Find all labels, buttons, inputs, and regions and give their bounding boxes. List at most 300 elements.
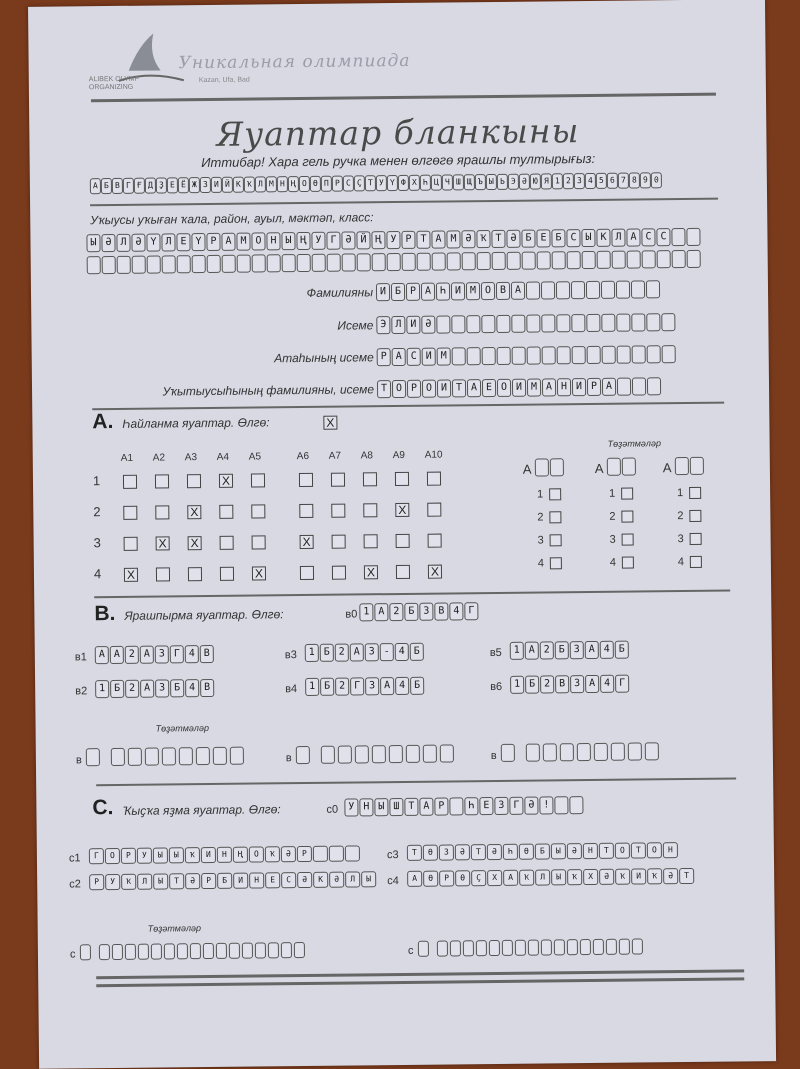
char-box[interactable]: Ҫ xyxy=(471,870,486,886)
char-box[interactable] xyxy=(162,255,176,273)
char-box[interactable]: Т xyxy=(599,843,614,859)
char-box[interactable]: 4 xyxy=(395,643,409,661)
char-box[interactable] xyxy=(342,253,356,271)
correction-box[interactable] xyxy=(622,458,636,476)
char-box[interactable] xyxy=(511,315,525,333)
char-box[interactable] xyxy=(601,281,615,299)
correction-box[interactable] xyxy=(489,940,500,956)
char-box[interactable]: 3 xyxy=(570,675,584,693)
correction-box[interactable] xyxy=(162,747,176,765)
char-box[interactable] xyxy=(329,846,344,862)
correction-box[interactable] xyxy=(554,939,565,955)
char-box[interactable]: 4 xyxy=(185,679,199,697)
answer-row[interactable] xyxy=(510,675,629,694)
correction-box[interactable] xyxy=(125,944,136,960)
char-box[interactable]: Р xyxy=(89,874,104,890)
char-box[interactable] xyxy=(537,251,551,269)
correction-box[interactable] xyxy=(580,939,591,955)
char-box[interactable]: И xyxy=(233,873,248,889)
char-box[interactable]: У xyxy=(137,848,152,864)
answer-checkbox[interactable]: X xyxy=(252,566,266,580)
correction-box[interactable] xyxy=(690,457,704,475)
char-box[interactable]: Т xyxy=(452,379,466,397)
char-box[interactable]: 3 xyxy=(155,679,169,697)
char-box[interactable] xyxy=(282,254,296,272)
char-box[interactable]: Ы xyxy=(361,871,376,887)
answer-checkbox[interactable] xyxy=(427,472,441,486)
char-box[interactable]: У xyxy=(386,231,400,249)
correction-checkbox[interactable] xyxy=(689,487,701,499)
char-box[interactable] xyxy=(541,281,555,299)
char-box[interactable] xyxy=(451,315,465,333)
char-box[interactable]: А xyxy=(140,646,154,664)
school-line-2[interactable] xyxy=(87,250,701,274)
correction-box[interactable] xyxy=(111,748,125,766)
answer-checkbox[interactable] xyxy=(220,567,234,581)
char-box[interactable]: Б xyxy=(110,680,124,698)
char-box[interactable]: Г xyxy=(615,675,629,693)
char-box[interactable]: Ҡ xyxy=(519,870,534,886)
char-box[interactable] xyxy=(671,228,685,246)
answer-checkbox[interactable] xyxy=(427,503,441,517)
char-box[interactable] xyxy=(631,280,645,298)
correction-box[interactable] xyxy=(406,745,420,763)
char-box[interactable]: Р xyxy=(121,848,136,864)
char-box[interactable]: 1 xyxy=(305,678,319,696)
answer-checkbox[interactable] xyxy=(396,534,410,548)
answer-row[interactable] xyxy=(305,643,424,662)
char-box[interactable]: И xyxy=(376,283,390,301)
char-box[interactable]: В xyxy=(200,645,214,663)
correction-box[interactable] xyxy=(255,942,266,958)
char-box[interactable]: Л xyxy=(535,869,550,885)
char-box[interactable]: И xyxy=(572,378,586,396)
char-box[interactable]: Б xyxy=(555,641,569,659)
correction-checkbox[interactable] xyxy=(550,534,562,546)
char-box[interactable] xyxy=(616,314,630,332)
char-box[interactable]: Б xyxy=(615,641,629,659)
char-box[interactable]: О xyxy=(422,380,436,398)
char-box[interactable]: А xyxy=(392,348,406,366)
char-box[interactable] xyxy=(526,315,540,333)
char-box[interactable]: Ң xyxy=(233,847,248,863)
char-box[interactable]: Ә xyxy=(341,231,355,249)
correction-box[interactable] xyxy=(268,942,279,958)
answer-row[interactable] xyxy=(407,842,678,861)
char-box[interactable]: Ө xyxy=(455,870,470,886)
char-box[interactable]: И xyxy=(201,847,216,863)
char-box[interactable] xyxy=(87,256,101,274)
char-box[interactable]: 4 xyxy=(600,675,614,693)
char-box[interactable]: С xyxy=(407,348,421,366)
correction-box[interactable] xyxy=(440,744,454,762)
char-box[interactable] xyxy=(507,252,521,270)
correction-box[interactable] xyxy=(593,939,604,955)
correction-checkbox[interactable] xyxy=(690,556,702,568)
char-box[interactable] xyxy=(556,281,570,299)
answer-checkbox[interactable] xyxy=(188,567,202,581)
correction-box[interactable] xyxy=(196,747,210,765)
surname-field[interactable] xyxy=(376,280,660,301)
char-box[interactable] xyxy=(661,313,675,331)
char-box[interactable] xyxy=(557,346,571,364)
char-box[interactable]: Ә xyxy=(421,316,435,334)
char-box[interactable]: Ө xyxy=(423,871,438,887)
char-box[interactable]: Б xyxy=(320,644,334,662)
char-box[interactable]: Ү xyxy=(191,233,205,251)
char-box[interactable] xyxy=(632,345,646,363)
char-box[interactable] xyxy=(177,255,191,273)
char-box[interactable] xyxy=(522,252,536,270)
char-box[interactable]: Б xyxy=(391,283,405,301)
correction-checkbox[interactable] xyxy=(690,533,702,545)
answer-checkbox[interactable] xyxy=(428,534,442,548)
char-box[interactable] xyxy=(297,254,311,272)
answer-row[interactable] xyxy=(510,641,629,660)
answer-checkbox[interactable] xyxy=(332,535,346,549)
char-box[interactable]: А xyxy=(350,643,364,661)
char-box[interactable]: Ә xyxy=(455,844,470,860)
char-box[interactable]: В xyxy=(496,282,510,300)
char-box[interactable]: О xyxy=(249,846,264,862)
char-box[interactable]: Б xyxy=(551,229,565,247)
char-box[interactable] xyxy=(542,346,556,364)
char-box[interactable]: Б xyxy=(535,843,550,859)
char-box[interactable]: 3 xyxy=(365,677,379,695)
char-box[interactable]: М xyxy=(236,233,250,251)
correction-box[interactable] xyxy=(138,944,149,960)
char-box[interactable]: О xyxy=(481,282,495,300)
char-box[interactable]: И xyxy=(422,348,436,366)
correction-box[interactable] xyxy=(675,457,689,475)
char-box[interactable]: Л xyxy=(611,229,625,247)
char-box[interactable]: И xyxy=(512,379,526,397)
char-box[interactable]: 1 xyxy=(305,644,319,662)
char-box[interactable]: Г xyxy=(170,645,184,663)
patronymic-field[interactable] xyxy=(377,345,676,366)
char-box[interactable] xyxy=(417,253,431,271)
char-box[interactable]: 2 xyxy=(125,646,139,664)
char-box[interactable]: Т xyxy=(169,873,184,889)
correction-box[interactable] xyxy=(418,941,429,957)
char-box[interactable]: Ө xyxy=(423,845,438,861)
char-box[interactable]: Н xyxy=(663,842,678,858)
correction-checkbox[interactable] xyxy=(622,557,634,569)
answer-checkbox[interactable]: X xyxy=(187,505,201,519)
char-box[interactable]: Б xyxy=(410,677,424,695)
char-box[interactable]: Ә xyxy=(297,872,312,888)
char-box[interactable]: Э xyxy=(376,316,390,334)
char-box[interactable]: А xyxy=(431,231,445,249)
answer-checkbox[interactable] xyxy=(364,534,378,548)
correction-box[interactable] xyxy=(355,745,369,763)
char-box[interactable] xyxy=(477,252,491,270)
correction-box[interactable] xyxy=(372,745,386,763)
correction-box[interactable] xyxy=(213,747,227,765)
char-box[interactable] xyxy=(657,250,671,268)
char-box[interactable]: Ү xyxy=(146,233,160,251)
char-box[interactable]: К xyxy=(596,229,610,247)
char-box[interactable] xyxy=(617,378,631,396)
correction-box[interactable] xyxy=(607,458,621,476)
correction-checkbox[interactable] xyxy=(621,488,633,500)
char-box[interactable] xyxy=(452,347,466,365)
char-box[interactable]: Л xyxy=(116,234,130,252)
correction-box[interactable] xyxy=(645,742,659,760)
teacher-field[interactable] xyxy=(377,377,661,398)
correction-checkbox[interactable] xyxy=(621,511,633,523)
char-box[interactable]: О xyxy=(392,380,406,398)
correction-box[interactable] xyxy=(281,942,292,958)
correction-box[interactable] xyxy=(450,940,461,956)
char-box[interactable]: И xyxy=(451,282,465,300)
char-box[interactable] xyxy=(432,252,446,270)
char-box[interactable]: Г xyxy=(350,677,364,695)
correction-box[interactable] xyxy=(577,743,591,761)
answer-checkbox[interactable] xyxy=(331,504,345,518)
char-box[interactable]: Е xyxy=(536,229,550,247)
char-box[interactable]: 3 xyxy=(570,641,584,659)
answer-row[interactable] xyxy=(89,845,360,864)
char-box[interactable]: М xyxy=(437,347,451,365)
char-box[interactable] xyxy=(492,252,506,270)
answer-row[interactable] xyxy=(305,677,424,696)
char-box[interactable]: Х xyxy=(487,870,502,886)
correction-box[interactable] xyxy=(550,458,564,476)
correction-checkbox[interactable] xyxy=(549,488,561,500)
char-box[interactable] xyxy=(662,345,676,363)
correction-checkbox[interactable] xyxy=(689,510,701,522)
correction-box[interactable] xyxy=(177,943,188,959)
char-box[interactable]: Г xyxy=(89,848,104,864)
char-box[interactable]: Ң xyxy=(371,231,385,249)
char-box[interactable]: Б xyxy=(410,643,424,661)
char-box[interactable]: У xyxy=(105,874,120,890)
correction-box[interactable] xyxy=(128,748,142,766)
answer-checkbox[interactable] xyxy=(251,504,265,518)
answer-checkbox[interactable] xyxy=(251,473,265,487)
char-box[interactable]: Ҡ xyxy=(185,847,200,863)
char-box[interactable]: А xyxy=(585,675,599,693)
char-box[interactable]: М xyxy=(446,230,460,248)
correction-box[interactable] xyxy=(476,940,487,956)
char-box[interactable] xyxy=(687,250,701,268)
char-box[interactable]: 4 xyxy=(395,677,409,695)
char-box[interactable] xyxy=(467,347,481,365)
char-box[interactable]: Ы xyxy=(153,847,168,863)
char-box[interactable] xyxy=(117,256,131,274)
answer-checkbox[interactable]: X xyxy=(124,568,138,582)
char-box[interactable]: 1 xyxy=(95,680,109,698)
answer-checkbox[interactable]: X xyxy=(156,536,170,550)
char-box[interactable] xyxy=(387,253,401,271)
char-box[interactable]: Н xyxy=(557,378,571,396)
char-box[interactable]: Е xyxy=(176,233,190,251)
char-box[interactable] xyxy=(192,255,206,273)
char-box[interactable]: И xyxy=(406,316,420,334)
char-box[interactable]: Ә xyxy=(599,869,614,885)
answer-checkbox[interactable] xyxy=(299,473,313,487)
char-box[interactable] xyxy=(482,347,496,365)
char-box[interactable]: Р xyxy=(297,846,312,862)
char-box[interactable] xyxy=(312,254,326,272)
char-box[interactable]: Ы xyxy=(86,234,100,252)
correction-box[interactable] xyxy=(560,743,574,761)
char-box[interactable]: Т xyxy=(679,868,694,884)
char-box[interactable]: Р xyxy=(439,870,454,886)
correction-box[interactable] xyxy=(632,938,643,954)
correction-box[interactable] xyxy=(535,458,549,476)
char-box[interactable]: Г xyxy=(326,232,340,250)
answer-checkbox[interactable] xyxy=(332,566,346,580)
answer-checkbox[interactable] xyxy=(155,474,169,488)
correction-checkbox[interactable] xyxy=(622,534,634,546)
correction-box[interactable] xyxy=(321,746,335,764)
correction-box[interactable] xyxy=(151,944,162,960)
char-box[interactable]: Ы xyxy=(551,843,566,859)
char-box[interactable] xyxy=(512,347,526,365)
correction-box[interactable] xyxy=(567,939,578,955)
char-box[interactable]: Ҡ xyxy=(567,869,582,885)
char-box[interactable]: Л xyxy=(345,871,360,887)
char-box[interactable] xyxy=(612,251,626,269)
answer-checkbox[interactable]: X xyxy=(364,565,378,579)
answer-row[interactable] xyxy=(407,868,694,887)
correction-box[interactable] xyxy=(112,944,123,960)
char-box[interactable]: Ә xyxy=(663,868,678,884)
correction-box[interactable] xyxy=(216,943,227,959)
char-box[interactable]: Һ xyxy=(436,282,450,300)
answer-checkbox[interactable] xyxy=(220,536,234,550)
char-box[interactable] xyxy=(571,314,585,332)
char-box[interactable]: Ә xyxy=(281,846,296,862)
answer-checkbox[interactable] xyxy=(396,565,410,579)
char-box[interactable] xyxy=(616,281,630,299)
char-box[interactable]: Ә xyxy=(461,230,475,248)
char-box[interactable]: 3 xyxy=(365,643,379,661)
char-box[interactable] xyxy=(686,228,700,246)
char-box[interactable]: Й xyxy=(356,231,370,249)
char-box[interactable] xyxy=(647,345,661,363)
char-box[interactable]: Һ xyxy=(503,844,518,860)
char-box[interactable]: О xyxy=(497,379,511,397)
char-box[interactable]: 2 xyxy=(125,680,139,698)
char-box[interactable]: А xyxy=(421,283,435,301)
char-box[interactable]: 1 xyxy=(510,676,524,694)
correction-box[interactable] xyxy=(611,743,625,761)
char-box[interactable]: О xyxy=(615,843,630,859)
char-box[interactable] xyxy=(586,281,600,299)
char-box[interactable] xyxy=(402,253,416,271)
correction-box[interactable] xyxy=(242,943,253,959)
correction-box[interactable] xyxy=(543,743,557,761)
correction-box[interactable] xyxy=(80,944,91,960)
char-box[interactable]: Т xyxy=(491,230,505,248)
char-box[interactable]: 2 xyxy=(540,675,554,693)
char-box[interactable]: Р xyxy=(206,233,220,251)
char-box[interactable]: И xyxy=(437,379,451,397)
char-box[interactable] xyxy=(587,346,601,364)
char-box[interactable] xyxy=(631,313,645,331)
char-box[interactable]: М xyxy=(527,379,541,397)
char-box[interactable] xyxy=(372,253,386,271)
answer-checkbox[interactable] xyxy=(363,472,377,486)
char-box[interactable]: А xyxy=(221,233,235,251)
char-box[interactable]: О xyxy=(251,232,265,250)
char-box[interactable]: Ә xyxy=(101,234,115,252)
correction-checkbox[interactable] xyxy=(550,557,562,569)
char-box[interactable]: Б xyxy=(525,676,539,694)
name-field[interactable] xyxy=(376,313,675,334)
correction-box[interactable] xyxy=(164,943,175,959)
correction-box[interactable] xyxy=(99,944,110,960)
char-box[interactable]: 4 xyxy=(600,641,614,659)
char-box[interactable] xyxy=(617,346,631,364)
char-box[interactable]: Е xyxy=(482,379,496,397)
char-box[interactable] xyxy=(345,845,360,861)
char-box[interactable]: И xyxy=(631,868,646,884)
correction-box[interactable] xyxy=(437,941,448,957)
char-box[interactable]: Ә xyxy=(185,873,200,889)
char-box[interactable]: Ә xyxy=(131,234,145,252)
char-box[interactable]: Ә xyxy=(487,844,502,860)
char-box[interactable]: Ы xyxy=(153,873,168,889)
answer-row[interactable] xyxy=(89,871,376,890)
char-box[interactable]: А xyxy=(542,378,556,396)
correction-row[interactable] xyxy=(86,747,244,767)
char-box[interactable]: А xyxy=(503,870,518,886)
answer-checkbox[interactable]: X xyxy=(300,535,314,549)
char-box[interactable] xyxy=(462,252,476,270)
answer-checkbox[interactable] xyxy=(156,567,170,581)
char-box[interactable]: А xyxy=(407,871,422,887)
char-box[interactable]: А xyxy=(626,228,640,246)
char-box[interactable]: Л xyxy=(391,316,405,334)
char-box[interactable] xyxy=(552,251,566,269)
correction-row[interactable] xyxy=(501,742,659,762)
char-box[interactable] xyxy=(222,255,236,273)
char-box[interactable] xyxy=(602,346,616,364)
char-box[interactable] xyxy=(572,346,586,364)
correction-row[interactable] xyxy=(418,938,643,956)
char-box[interactable] xyxy=(541,314,555,332)
char-box[interactable]: В xyxy=(200,679,214,697)
char-box[interactable]: Ө xyxy=(519,844,534,860)
correction-box[interactable] xyxy=(502,940,513,956)
char-box[interactable] xyxy=(647,377,661,395)
char-box[interactable] xyxy=(252,254,266,272)
char-box[interactable]: 2 xyxy=(335,644,349,662)
char-box[interactable]: Р xyxy=(407,380,421,398)
char-box[interactable] xyxy=(327,254,341,272)
char-box[interactable]: - xyxy=(380,643,394,661)
char-box[interactable]: Ҡ xyxy=(121,874,136,890)
char-box[interactable]: 4 xyxy=(185,645,199,663)
char-box[interactable]: 1 xyxy=(510,642,524,660)
char-box[interactable]: 2 xyxy=(540,641,554,659)
char-box[interactable]: Р xyxy=(406,283,420,301)
char-box[interactable] xyxy=(447,252,461,270)
char-box[interactable] xyxy=(526,282,540,300)
answer-checkbox[interactable]: X xyxy=(428,565,442,579)
char-box[interactable]: К xyxy=(313,872,328,888)
char-box[interactable] xyxy=(646,313,660,331)
correction-box[interactable] xyxy=(145,748,159,766)
correction-box[interactable] xyxy=(594,743,608,761)
correction-box[interactable] xyxy=(526,744,540,762)
answer-checkbox[interactable] xyxy=(363,503,377,517)
char-box[interactable]: Ы xyxy=(169,847,184,863)
